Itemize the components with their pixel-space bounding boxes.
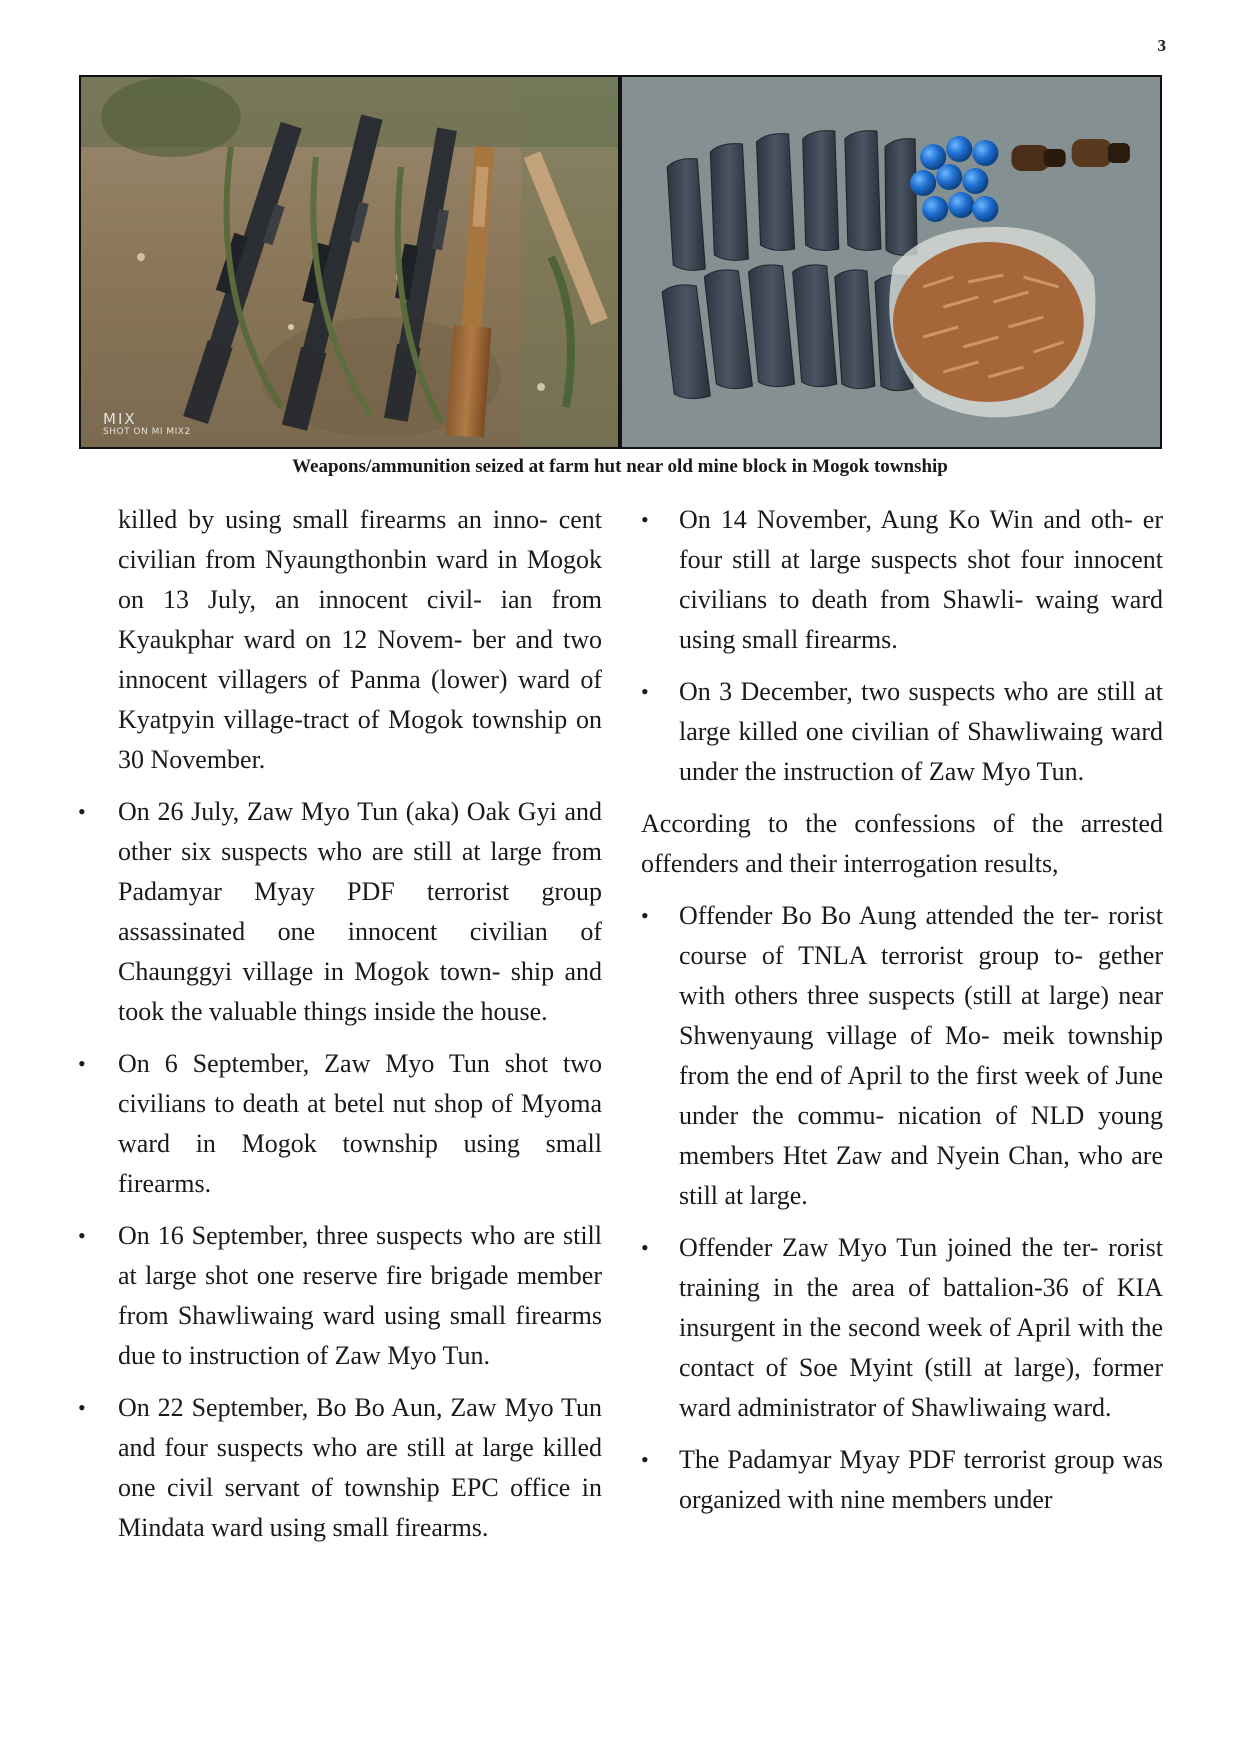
list-item-text: On 14 November, Aung Ko Win and oth- er four still at large suspects shot four innocent civilians to death from Shawli- waing ward using small firearms.	[679, 505, 1163, 654]
list-item	[641, 500, 1163, 660]
list-item-text: Offender Bo Bo Aung attended the ter- rorist course of TNLA terrorist group to- gether with others three suspects (still at large) near Shwenyaung village of Mo- meik township from the end of April to the first week of June under the commu- nication of NLD young members Htet Zaw and Nyein Chan, who are still at large.	[679, 901, 1163, 1210]
bullet-icon: •	[641, 1235, 649, 1260]
bullet-icon: •	[641, 507, 649, 532]
page-number: 3	[1157, 36, 1166, 55]
list-item	[78, 1044, 602, 1204]
bullet-icon: •	[78, 1051, 86, 1076]
list-item-text: The Padamyar Myay PDF terrorist group was organized with nine members under	[679, 1445, 1163, 1514]
bullet-icon: •	[78, 799, 86, 824]
watermark-main: MIX	[103, 409, 137, 428]
confessions-paragraph: According to the confessions of the arrested offenders and their interrogation results,	[641, 809, 1163, 878]
bullet-icon: •	[78, 1395, 86, 1420]
list-item-text: On 6 September, Zaw Myo Tun shot two civilians to death at betel nut shop of Myoma ward in Mogok township using small firearms.	[118, 1049, 602, 1198]
watermark-sub: SHOT ON MI MIX2	[103, 426, 191, 437]
right-column	[641, 500, 1163, 1532]
list-item	[641, 1440, 1163, 1520]
list-item	[78, 792, 602, 1032]
bullet-icon: •	[641, 903, 649, 928]
list-item	[641, 672, 1163, 792]
left-column	[78, 500, 602, 1560]
continued-paragraph: killed by using small firearms an inno- cent civilian from Nyaungthonbin ward in Mogok on 13 July, an innocent civil- ian from Kyaukphar ward on 12 Novem- ber and two innocent villagers of Panma (lower) ward of Kyatpyin village-tract of Mogok township on 30 November.	[118, 505, 602, 774]
seized-rifles-photo	[81, 77, 618, 447]
list-item-text: On 3 December, two suspects who are still at large killed one civilian of Shawliwaing ward under the instruction of Zaw Myo Tun.	[679, 677, 1163, 786]
photo-panel	[79, 75, 1162, 449]
list-item	[78, 1388, 602, 1548]
bullet-icon: •	[641, 1447, 649, 1472]
photo-caption: Weapons/ammunition seized at farm hut near old mine block in Mogok township	[292, 456, 948, 477]
list-item-text: On 22 September, Bo Bo Aun, Zaw Myo Tun and four suspects who are still at large killed one civil servant of township EPC office in Mindata ward using small firearms.	[118, 1393, 602, 1542]
list-item-text: On 26 July, Zaw Myo Tun (aka) Oak Gyi and other six suspects who are still at large from Padamyar Myay PDF terrorist group assassinated one innocent civilian of Chaunggyi village in Mogok town- ship and took the valuable things inside the house.	[118, 797, 602, 1026]
camera-watermark	[103, 409, 191, 437]
list-item	[641, 1228, 1163, 1428]
bullet-icon: •	[641, 679, 649, 704]
list-item-text: Offender Zaw Myo Tun joined the ter- rorist training in the area of battalion-36 of KIA insurgent in the second week of April with the contact of Soe Myint (still at large), former ward administrator of Shawliwaing ward.	[679, 1233, 1163, 1422]
bullet-icon: •	[78, 1223, 86, 1248]
list-item-text: On 16 September, three suspects who are still at large shot one reserve fire brigade member from Shawliwaing ward using small firearms due to instruction of Zaw Myo Tun.	[118, 1221, 602, 1370]
list-item	[641, 896, 1163, 1216]
seized-ammunition-photo	[622, 77, 1160, 447]
list-item	[78, 1216, 602, 1376]
